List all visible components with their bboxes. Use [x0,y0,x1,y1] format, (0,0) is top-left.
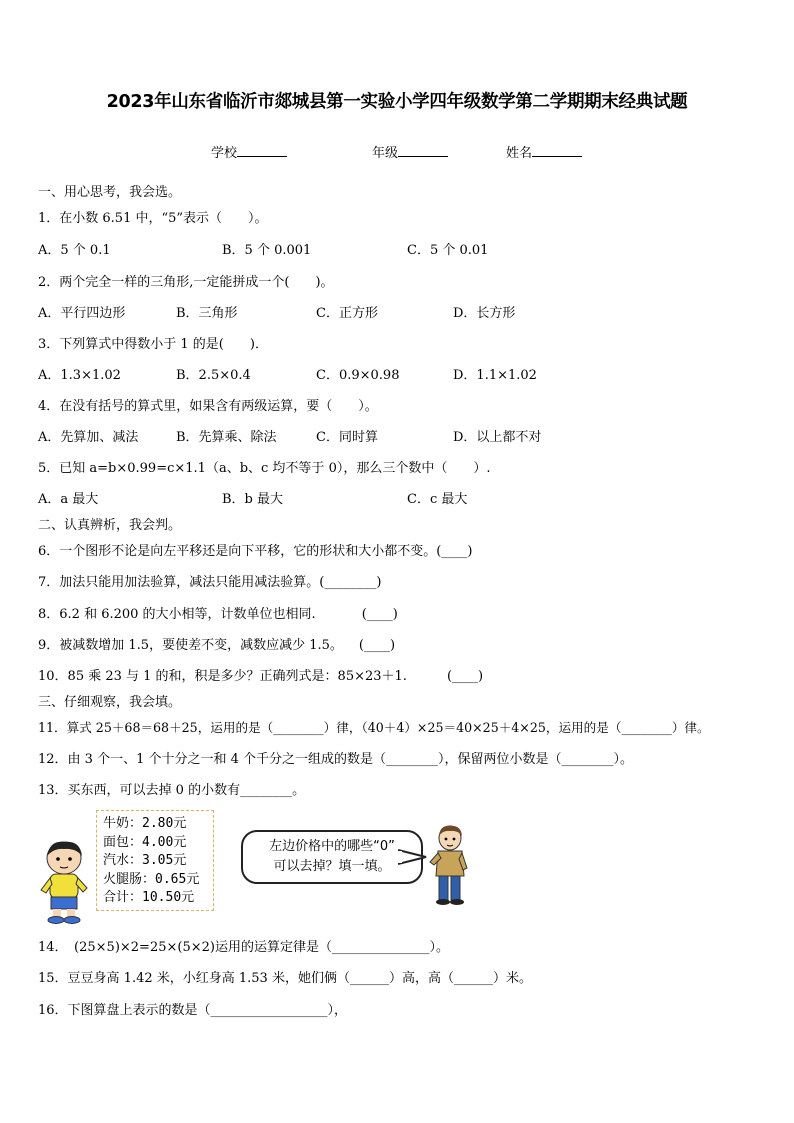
question-10-text: 10．85 乘 23 与 1 的和，积是多少？正确列式是：85×23＋1. [38,669,407,684]
section-heading-3: 三、仔细观察，我会填。 [38,695,182,710]
question-1-stem: 1．在小数 6.51 中，“5”表示（ ）。 [38,211,268,226]
question-6 [38,540,472,559]
speech-bubble-line-1: 左边价格中的哪些“0” [269,839,395,854]
question-3-option-c: C．0.9×0.98 [316,368,400,383]
question-14: 14． (25×5)×2=25×(5×2)运用的运算定律是（_______________）。 [38,940,449,955]
question-1-option-b: B．5 个 0.001 [222,243,312,258]
price-list [96,810,214,911]
question-7 [38,571,381,590]
price-row-sausage: 火腿肠：0.65元 [103,871,200,887]
speech-bubble-tail [398,846,428,868]
question-1-option-c: C．5 个 0.01 [407,243,489,258]
question-2-option-a: A．平行四边形 [38,306,126,321]
question-3-option-b: B．2.5×0.4 [176,368,251,383]
question-2-option-b: B．三角形 [176,306,238,321]
teacher-illustration [428,824,470,906]
question-8-text: 8．6.2 和 6.200 的大小相等，计数单位也相同. [38,607,316,622]
question-7-text: 7．加法只能用加法验算，减法只能用减法验算。 [38,575,320,590]
price-row-bread: 面包：4.00元 [103,834,187,850]
question-10 [38,665,483,684]
question-8 [38,603,398,622]
question-4-option-d: D．以上都不对 [453,430,542,445]
speech-bubble-line-2: 可以去掉？填一填。 [273,859,391,874]
question-6-answer-blank: (____) [436,544,473,559]
name-field [506,142,582,161]
question-9 [38,634,395,653]
grade-field [372,142,448,161]
question-4-option-b: B．先算乘、除法 [176,430,277,445]
question-13: 13．买东西，可以去掉 0 的小数有________。 [38,783,306,798]
question-3-stem: 3．下列算式中得数小于 1 的是( )． [38,337,268,352]
question-6-text: 6．一个图形不论是向左平移还是向下平移，它的形状和大小都不变。 [38,544,437,559]
section-heading-2: 二、认真辨析，我会判。 [38,518,182,533]
question-1-option-a: A．5 个 0.1 [38,243,111,258]
question-2-option-d: D．长方形 [453,306,516,321]
question-7-answer-blank: (________) [319,575,382,590]
question-12: 12．由 3 个一、1 个十分之一和 4 个千分之一组成的数是（________），保留两位小数是（________）。 [38,752,634,767]
grade-label: 年级 [372,146,399,161]
school-field [211,142,287,161]
question-9-answer-blank: (____) [358,638,396,653]
name-label: 姓名 [506,146,533,161]
question-8-answer-blank: (____) [361,607,398,622]
question-5-option-c: C．c 最大 [407,492,468,507]
question-4-option-a: A．先算加、减法 [38,430,139,445]
school-blank [237,144,287,157]
name-blank [532,144,582,157]
question-3-option-a: A．1.3×1.02 [38,368,121,383]
page-title: 2023年山东省临沂市郯城县第一实验小学四年级数学第二学期期末经典试题 [106,92,688,112]
question-10-answer-blank: (____) [446,669,484,684]
question-5-option-b: B．b 最大 [222,492,284,507]
price-row-soda: 汽水：3.05元 [103,853,187,868]
question-2-stem: 2．两个完全一样的三角形,一定能拼成一个( )。 [38,275,334,290]
school-label: 学校 [211,146,238,161]
speech-bubble [241,830,423,884]
question-2-option-c: C．正方形 [316,306,378,321]
grade-blank [398,144,448,157]
question-16: 16．下图算盘上表示的数是（__________________）， [38,1003,348,1018]
question-11: 11．算式 25＋68＝68＋25，运用的是（________）律，（40＋4）×25＝40×25＋4×25，运用的是（________）律。 [38,720,710,735]
question-4-stem: 4．在没有括号的算式里，如果含有两级运算，要（ ）。 [38,399,378,414]
boy-illustration [36,838,92,924]
section-heading-1: 一、用心思考，我会选。 [38,185,182,200]
question-5-stem: 5．已知 a=b×0.99=c×1.1（a、b、c 均不等于 0），那么三个数中（ ）. [38,461,491,476]
question-15: 15．豆豆身高 1.42 米，小红身高 1.53 米，她们俩（______）高，高（______）米。 [38,971,532,986]
question-3-option-d: D．1.1×1.02 [453,368,537,383]
question-4-option-c: C．同时算 [316,430,378,445]
question-9-text: 9．被减数增加 1.5，要使差不变，减数应减少 1.5。 [38,638,343,653]
price-row-total: 合计：10.50元 [103,890,195,905]
price-row-milk: 牛奶：2.80元 [103,816,187,831]
question-5-option-a: A．a 最大 [38,492,99,507]
